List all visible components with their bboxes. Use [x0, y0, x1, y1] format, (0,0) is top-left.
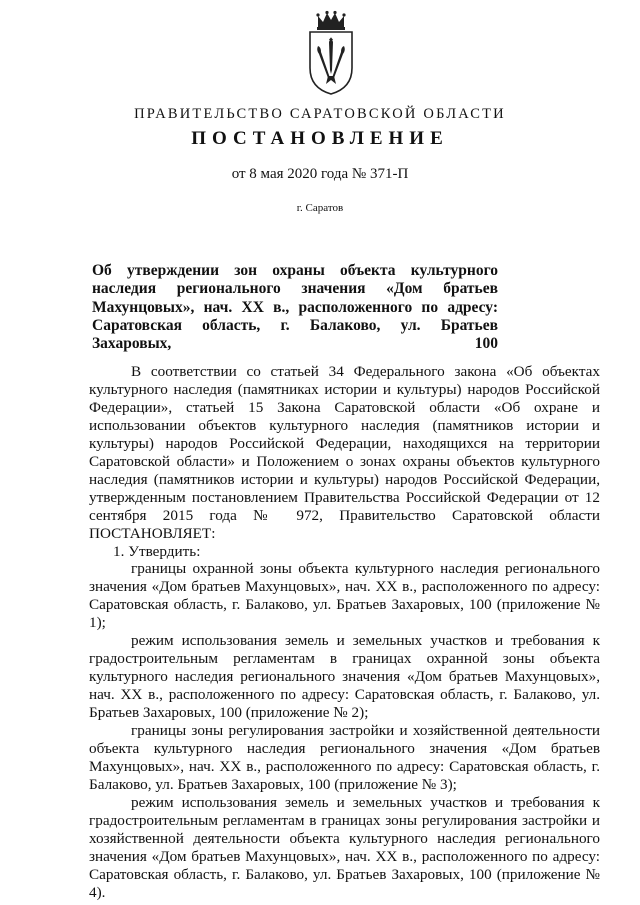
document-subject: Об утверждении зон охраны объекта культурного наследия регионального значения «Дом братьев Махунцовых», нач. XX в., расположенного по адресу: Саратовская область, г. Балаково, ул. Братьев Захаровых, 100	[92, 262, 498, 353]
document-type: ПОСТАНОВЛЕНИЕ	[191, 128, 449, 149]
body-paragraph: режим использования земель и земельных участков и требования к градостроительным регламентам в границах зоны регулирования застройки и хозяйственной деятельности объекта культурного наследия регионального значения «Дом братьев Махунцовых», нач. XX в., расположенного по адресу: Саратовская область, г. Балаково, ул. Братьев Захаровых, 100 (приложение № 4).	[89, 793, 600, 901]
document-body	[89, 363, 600, 902]
crown-icon	[316, 11, 345, 30]
item-1-heading: 1. Утвердить:	[113, 542, 201, 560]
government-name: ПРАВИТЕЛЬСТВО САРАТОВСКОЙ ОБЛАСТИ	[134, 106, 506, 122]
document-date-number: от 8 мая 2020 года № 371-П	[231, 166, 409, 182]
body-paragraph: границы охранной зоны объекта культурного наследия регионального значения «Дом братьев Махунцовых», нач. XX в., расположенного по адресу: Саратовская область, г. Балаково, ул. Братьев Захаровых, 100 (приложение № 1);	[89, 560, 600, 632]
city: г. Саратов	[296, 202, 344, 214]
body-paragraph: режим использования земель и земельных участков и требования к градостроительным регламентам в границах охранной зоны объекта культурного наследия регионального значения «Дом братьев Махунцовых», нач. XX в., расположенного по адресу: Саратовская область, г. Балаково, ул. Братьев Захаровых, 100 (приложение № 2);	[89, 632, 600, 722]
preamble-paragraph: В соответствии со статьей 34 Федерального закона «Об объектах культурного наследия (памятниках истории и культуры) народов Российской Федерации», статьей 15 Закона Саратовской области «Об охране и использовании объектов культурного наследия (памятников истории и культуры) народов Российской Федерации, находящихся на территории Саратовской области» и Положением о зонах охраны объектов культурного наследия (памятников истории и культуры) народов Российской Федерации, утвержденным постановлением Правительства Российской Федерации от 12 сентября 2015 года № 972, Правительство Саратовской области ПОСТАНОВЛЯЕТ:	[89, 363, 600, 542]
body-paragraph: границы зоны регулирования застройки и хозяйственной деятельности объекта культурного наследия регионального значения «Дом братьев Махунцовых», нач. XX в., расположенного по адресу: Саратовская область, г. Балаково, ул. Братьев Захаровых, 100 (приложение № 3);	[89, 722, 600, 793]
coat-of-arms-icon	[304, 10, 358, 96]
